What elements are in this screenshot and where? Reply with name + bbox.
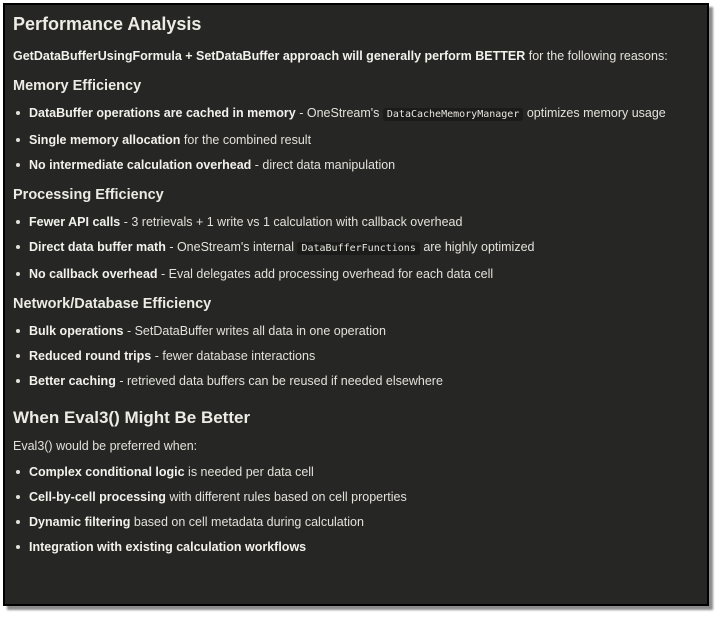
intro-bold: GetDataBufferUsingFormula + SetDataBuffer approach will generally perform BETTER (13, 49, 526, 63)
list-item-bold: Complex conditional logic (29, 465, 185, 479)
list-item (13, 132, 697, 148)
inline-code: DataBufferFunctions (297, 242, 419, 255)
list-item-text: - SetDataBuffer writes all data in one operation (123, 324, 386, 338)
section-heading-network: Network/Database Efficiency (13, 296, 212, 312)
list-item-bold: Better caching (29, 374, 116, 388)
list-item-bold: DataBuffer operations are cached in memory (29, 106, 296, 120)
list-item (13, 373, 697, 389)
list-item (13, 514, 697, 530)
list-item (13, 157, 697, 173)
list-item-text: - direct data manipulation (251, 158, 396, 172)
list-item (13, 464, 697, 480)
section-heading-processing: Processing Efficiency (13, 187, 164, 203)
list-item-bold: Direct data buffer math (29, 240, 166, 254)
eval-intro: Eval3() would be preferred when: (13, 439, 198, 453)
list-item-text: - Eval delegates add processing overhead for each data cell (157, 267, 494, 281)
list-item (13, 539, 697, 555)
list-item-bold: Bulk operations (29, 324, 124, 338)
list-item-bold: No callback overhead (29, 267, 158, 281)
list-item-text: - fewer database interactions (151, 349, 316, 363)
list-item-text: based on cell metadata during calculation (130, 515, 364, 529)
list-item-bold: No intermediate calculation overhead (29, 158, 252, 172)
list-item-text: - retrieved data buffers can be reused if needed elsewhere (115, 374, 443, 388)
list-item-text: with different rules based on cell properties (165, 490, 407, 504)
list-item (13, 214, 697, 230)
list-item-text: - OneStream's internal (165, 240, 298, 254)
list-item-bold: Single memory allocation (29, 133, 181, 147)
list-item-bold: Cell-by-cell processing (29, 490, 166, 504)
section-list-network (13, 323, 697, 389)
list-item (13, 348, 697, 364)
section-heading-memory: Memory Efficiency (13, 78, 142, 94)
list-item (13, 105, 697, 123)
intro-paragraph (13, 48, 697, 64)
list-item (13, 239, 697, 257)
list-item-bold: Integration with existing calculation workflows (29, 540, 307, 554)
list-item-text: for the combined result (180, 133, 312, 147)
list-item (13, 489, 697, 505)
eval-list (13, 464, 697, 555)
list-item-text: are highly optimized (419, 240, 535, 254)
inline-code: DataCacheMemoryManager (383, 108, 523, 121)
response-panel (3, 3, 709, 606)
list-item-text: is needed per data cell (184, 465, 314, 479)
section-list-memory (13, 105, 697, 173)
list-item (13, 323, 697, 339)
list-item (13, 266, 697, 282)
list-item-bold: Dynamic filtering (29, 515, 131, 529)
list-item-text: - 3 retrievals + 1 write vs 1 calculation with callback overhead (120, 215, 463, 229)
intro-rest: for the following reasons: (525, 49, 668, 63)
page-title: Performance Analysis (13, 14, 202, 34)
list-item-bold: Fewer API calls (29, 215, 121, 229)
list-item-bold: Reduced round trips (29, 349, 152, 363)
eval-heading: When Eval3() Might Be Better (13, 408, 251, 427)
section-list-processing (13, 214, 697, 282)
list-item-text: - OneStream's (295, 106, 383, 120)
list-item-text: optimizes memory usage (523, 106, 666, 120)
